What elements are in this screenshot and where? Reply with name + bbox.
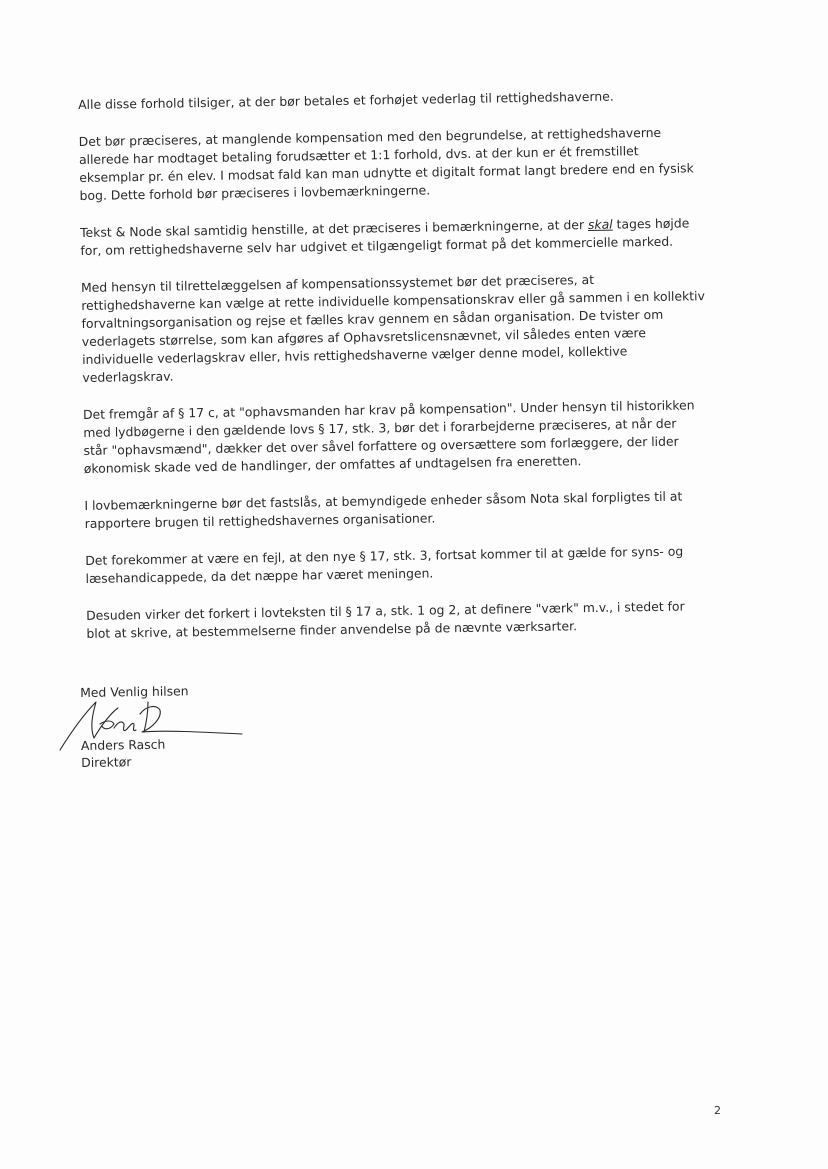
text-line: økonomisk skade ved de handlinger, der omfattes af undtagelsen fra eneretten. [83,453,582,476]
text-segment: Tekst & Node skal samtidig henstille, at det præciseres i bemærkningerne, at der [80,217,589,240]
page-number: 2 [714,1104,721,1117]
text-line: allerede har modtaget betaling forudsætter et 1:1 forhold, dvs. at der kun er ét fremstillet [78,143,639,167]
text-line: blot at skrive, at bestemmelserne finder anvendelse på de nævnte værksarter. [86,618,578,641]
paragraph-2 [79,123,730,205]
text-line: bog. Dette forhold bør præciseres i lovbemærkningerne. [79,182,431,203]
text-line: Det fremgår af § 17 c, at "ophavsmanden har krav på kompensation". Under hensyn til historikken [82,397,695,422]
text-line: I lovbemærkningerne bør det fastslås, at bemyndigede enheder såsom Nota skal forpligtes til at [84,488,683,513]
text-line: for, om rettighedshaverne selv har udgivet et tilgængeligt format på det kommercielle marked. [80,233,674,258]
text-line: eksemplar pr. én elev. I modsat fald kan man udnytte et digitalt format langt bredere end en fysisk [79,160,694,185]
text-line: Det forekommer at være en fejl, at den nye § 17, stk. 3, fortsat kommer til at gælde for syns- og [85,543,684,568]
text-line: Alle disse forhold tilsiger, at der bør betales et forhøjet vederlag til rettighedshaverne. [78,88,614,112]
handwritten-signature [52,694,252,758]
paragraph-4 [81,269,733,387]
paragraph-6 [84,487,734,533]
signatory-name: Anders Rasch [80,736,166,753]
text-line: læsehandicappede, da det næppe har været meningen. [85,565,434,586]
text-line: vederlagskrav. [82,368,174,385]
text-line: Desuden virker det forkert i lovteksten til § 17 a, stk. 1 og 2, at definere "værk" m.v., i stedet for [86,598,685,623]
text-line: Med hensyn til tilrettelæggelsen af kompensationssystemet bør det præciseres, at [80,271,595,295]
signatory-title: Direktør [81,754,132,770]
closing-greeting: Med Venlig hilsen [80,683,189,700]
text-line: står "ophavsmænd", dækker det over såvel forfattere og oversættere som forlæggere, der lider [83,433,679,458]
text-line: individuelle vederlagskrav eller, hvis rettighedshaverne vælger denne model, kollektive [82,343,628,367]
paragraph-8 [86,597,736,643]
text-line: Det bør præciseres, at manglende kompensation med den begrundelse, at rettighedshaverne [78,124,662,149]
text-line: vederlagets størrelse, som kan afgøres af Ophavsretslicensnævnet, vil således enten være [81,325,647,349]
paragraph-5 [83,396,734,478]
emphasis-word: skal [587,216,613,233]
paragraph-7 [85,542,735,588]
text-line: forvaltningsorganisation og rejse et fælles krav gennem en sådan organisation. De tvister om [81,306,664,331]
text-line: rettighedshaverne kan vælge at rette individuelle kompensationskrav eller gå sammen i en kollektiv [81,288,705,313]
text-line: rapportere brugen til rettighedshavernes organisationer. [84,510,436,531]
paragraph-3 [80,214,730,260]
paragraph-1 [78,86,728,114]
text-line: med lydbøgerne i den gældende lovs § 17, stk. 3, bør det i forarbejderne præciseres, at når der [83,415,677,440]
letter-body [78,86,737,662]
text-segment: tages højde [612,215,690,232]
